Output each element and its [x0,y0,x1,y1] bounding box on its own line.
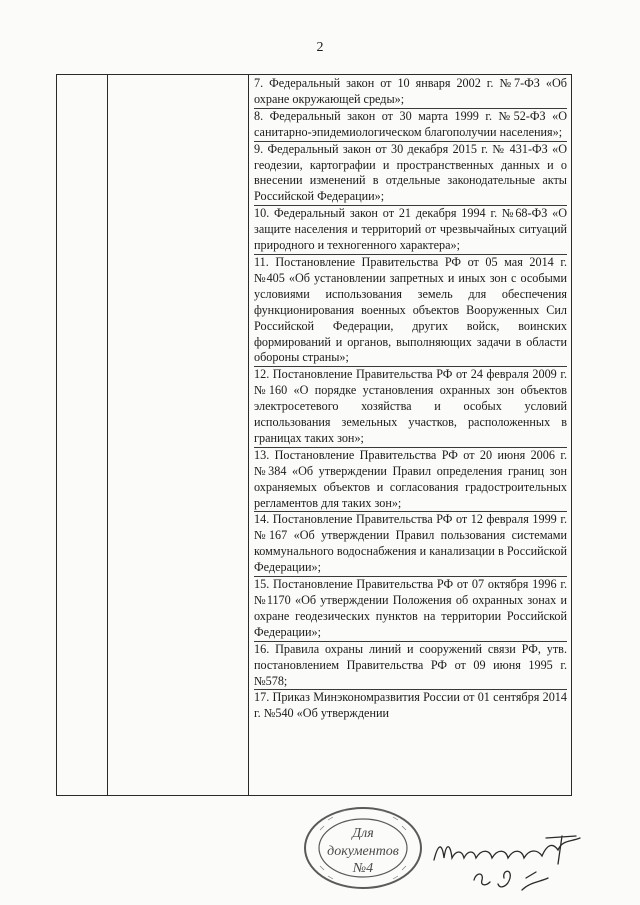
legal-acts-list [249,75,571,722]
table-column-number [57,75,108,795]
stamp-line-2: документов [327,844,399,859]
legal-act-item: 14. Постановление Правительства РФ от 12 февраля 1999 г. №167 «Об утверждении Правил пользования системами коммунального водоснабжения и канализации в Российской Федерации»; [254,512,567,577]
stamp-line-3: №4 [352,861,374,876]
round-stamp [300,800,426,890]
handwritten-signature [430,820,590,900]
stamp-line-1: Для [352,826,374,841]
document-table [56,74,572,796]
legal-act-item: 16. Правила охраны линий и сооружений связи РФ, утв. постановлением Правительства РФ от 09 июня 1995 г. №578; [254,642,567,691]
legal-act-item: 17. Приказ Минэкономразвития России от 01 сентября 2014 г. №540 «Об утверждении [254,690,567,721]
legal-act-item: 12. Постановление Правительства РФ от 24 февраля 2009 г. №160 «О порядке установления охранных зон объектов электросетевого хозяйства и особых условий использования земельных участков, расположенных в границах таких зон»; [254,367,567,448]
table-column-name [108,75,249,795]
page-number: 2 [316,40,324,55]
legal-act-item: 13. Постановление Правительства РФ от 20 июня 2006 г. №384 «Об утверждении Правил определения границ зон охраняемых объектов и согласования градостроительных регламентов для таких зон»; [254,448,567,513]
legal-act-item: 10. Федеральный закон от 21 декабря 1994 г. №68-ФЗ «О защите населения и территорий от чрезвычайных ситуаций природного и техногенного характера»; [254,206,567,255]
legal-act-item: 7. Федеральный закон от 10 января 2002 г. №7-ФЗ «Об охране окружающей среды»; [254,76,567,109]
legal-act-item: 11. Постановление Правительства РФ от 05 мая 2014 г. №405 «Об установлении запретных и иных зон с особыми условиями использования земель для обеспечения функционирования военных объектов Вооруженных Сил Российской Федерации, других войск, воинских формирований и органов, выполняющих задачи в области обороны страны»; [254,255,567,367]
legal-act-item: 9. Федеральный закон от 30 декабря 2015 г. № 431-ФЗ «О геодезии, картографии и пространственных данных и о внесении изменений в отдельные законодательные акты Российской Федерации»; [254,142,567,207]
legal-act-item: 8. Федеральный закон от 30 марта 1999 г. №52-ФЗ «О санитарно-эпидемиологическом благополучии населения»; [254,109,567,142]
legal-act-item: 15. Постановление Правительства РФ от 07 октября 1996 г. №1170 «Об утверждении Положения об охранных зонах и охране геодезических пунктов на территории Российской Федерации»; [254,577,567,642]
table-column-legal-acts [249,75,571,795]
